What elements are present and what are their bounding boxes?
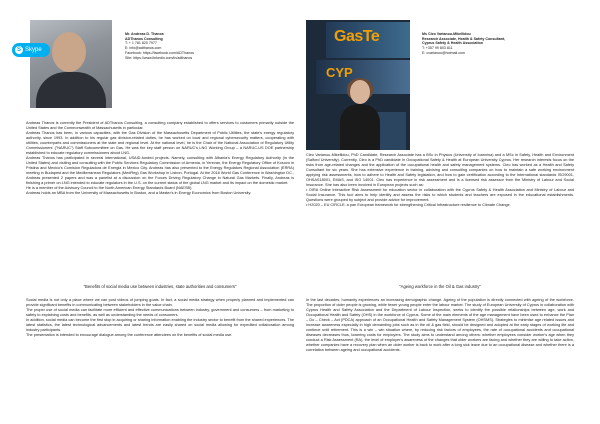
bio-paragraph: He is a member of the Advisory Council to the North American Energy Standards Board (NAESB). [26, 186, 193, 190]
contact-block-right [422, 32, 582, 56]
talk-abstract-right [306, 298, 574, 353]
contact-tel[interactable]: T: +357 99 803 811 [422, 46, 453, 51]
speaker-photo-right [306, 20, 410, 150]
contact-name: Ms Cleo Varianou-Mikellidou [422, 32, 471, 36]
talk-paragraph: The presentation is intended to encourage dialogue among the conference attendees on the benefits of social media use. [26, 333, 233, 337]
contact-site[interactable]: Site: https://www.linkedin.com/in/adthanos [125, 55, 193, 60]
bio-paragraph: Andreas Thanos has been, in various capacities, with the Gas Division of the Massachusetts Department of Public Utilities, the state's energy regulatory authority, since 1993. In addition to his regular gas division-related duties, he has worked on local and regional cybersecurity matters, cooperating with utilities, counterparts and commissioners at the state and regional level. At the national level, he is the Chair of the National Association of Regulatory Utility Commissioners' ("NARUC") Staff Subcommittee on Gas. He was the key staff person on NARUC's LNG Working Group – a NARUC-US DOE partnership established to educate regulatory commissioners about LNG. [26, 131, 294, 155]
skype-badge[interactable] [12, 43, 50, 57]
contact-role: Research Associate, Health & Safety Consultant, [422, 36, 506, 41]
talk-abstract-left [26, 298, 294, 338]
speaker-figure [340, 80, 380, 150]
talk-paragraph: In addition, social media can become the first stop in acquiring or sharing information enabling the industry sector to benefit from the shared experiences. The latest statistics, the latest technological advancements and latest trends are easily shared on social media allowing for expedited collaboration among industry participants. [26, 318, 294, 332]
banner-text-gas: GasTe [334, 28, 380, 45]
contact-tel[interactable]: T: + 1 781 820 7977 [125, 41, 157, 46]
contact-facebook[interactable]: Facebook: https://facebook.com/ADThanos [125, 50, 194, 55]
contact-name: Mr. Andreas D. Thanos [125, 32, 164, 36]
bio-paragraph: Andreas Thanos is currently the President of ADThanos Consulting, a consulting company established to offers services to customers primarily outside the United States and the Commonwealth of Massachusetts in particular. [26, 121, 294, 130]
bio-paragraph: Cleo Varianou-Mikellidou, PhD Candidate, Research Associate has a BSc in Physics (University of Ioannina) and a MSc in Safety, Health and Environment (Salford University). Currently, Cleo is a PhD candidate in Occupational Safety & Health at European University Cyprus. Her research interests focus on the risks from age-related changes and the application of the occupational health and safety management systems. Cleo has worked as a Health and Safety Consultant for six years. She has extensive experience in training, advising and consulting companies on how to maintain a safe working environment applying risk assessments, how to adhere to Health and Safety legislation, and how to gain certification according to the International standards ISO9001, OHSAS18001, EMAS, and ISO 14001. Cleo has experience in risk assessment and is a licensed risk assessor from the Ministry of Labour and Social Insurance. She has also been involved in European projects such as: [306, 153, 574, 187]
bio-paragraph: • H2020 – EU CIRCLE: a pan European framework for strengthening Critical Infrastructure resilience to Climate Change. [306, 203, 511, 207]
banner-text-cyp: CYP [326, 65, 353, 80]
photo-head [52, 32, 86, 72]
contact-block-left [125, 32, 285, 60]
photo-body [36, 72, 106, 108]
skype-label: Skype [25, 47, 42, 53]
contact-email[interactable]: E: cvarianou@hotmail.com [422, 50, 465, 55]
talk-title-left: "Benefits of social media use between industries, state authorities and consumers" [83, 284, 237, 289]
bio-left [26, 121, 294, 196]
talk-paragraph: Social media is not only a place where we can post videos of jumping goats. In fact, a social media strategy when properly planned and implemented can provide significant benefits in communicating between stakeholders in the value chain. [26, 298, 294, 307]
talk-paragraph: The proper use of social media can facilitate more efficient and effective communications between industry, government and consumers – from marketing to safety to explaining costs and benefits, as well as understanding the needs of consumers. [26, 308, 294, 317]
bio-paragraph: • OIRA Online Interactive Risk Assessment for education sector in collaboration with the Cyprus Safety & Health Association and Ministry of Labour and Social Insurance. This tool aims to help identify and assess the risks to which students and teachers are exposed in the educational establishments. Questions were grouped by subject and provide advice for improvement. [306, 188, 574, 202]
bio-paragraph: Andreas holds an MBA from the University of Massachusetts in Boston, and a Master's in Energy Economics from Boston University. [26, 191, 252, 195]
contact-company: ADThanos Consulting [125, 36, 163, 41]
bio-right [306, 153, 574, 208]
podium [376, 112, 406, 150]
contact-email[interactable]: E: info@adthanos.com [125, 46, 162, 51]
talk-paragraph: In the last decades, humanity experiences an increasing demographic change. Ageing of the population is directly connected with ageing of the workforce. The proportion of older people is growing, while fewer young people enter the labour market. The study of European University of Cyprus in collaboration with Cyprus Health and Safety Association and the Department of Labour Inspection, seeks to identify the possible relationships between age, work and Occupational Health and Safety (OHS) in the workforce of Cyprus. Some of the main elements of the age management have been used to enhance the Plan – Do – Check – Act (PDCA) approach of an Occupational Health and Safety Management System (OHSMS). Strategies to minimise age related issues and increase awareness especially in high demanding jobs such as in the oil & gas field, should be designed and adopted at the early stages of working life and continue until retirement. This is a win – win situation where, by reducing risk factors of employees, the rate of occupational accidents and occupational diseases decreases thus, lowering costs for employers. The study aims to understand among others: whether employees consider worker's age when they conduct a Risk Assessment (RA), the level of employer's awareness of the changes that older workers are facing and whether they are willing to take action, whether companies have a recovery plan when an older worker is back to work after a long sick leave due to an occupational disease and whether there is a correlation between ageing and occupational accidents. [306, 298, 574, 352]
bio-paragraph: Andreas Thanos has participated in several international, USAID-funded projects. Namely, consulting with Albania's Energy Regulatory Authority (in the United States) and visiting and consulting with the Public Services Regulatory Commission of Armenia, in Yerevan, the Energy Regulatory Office of Kosovo in Pristina and Mexico's Comision Reguladora de Energia in Mexico City. Andreas has also presented to the Energy Regulators Regional Association (ERRA) meeting in Budapest and the Mediterranean Regulators (MedReg) Gas Workshop in Lisbon, Portugal. At the 2018 World Gas Conference in Washington DC., Andreas presented 2 papers and was a panelist at a discussion on the Forces Driving Regulatory Change in Natural Gas Markets. Finally, Andreas is finishing a primer on LNG intended to educate regulators in the U.S. on the current status of the global LNG market and its impact on the domestic market. [26, 156, 294, 185]
contact-company: Cyprus Safety & Health Association [422, 41, 483, 46]
talk-title-right: "Ageing workforce in the Oil & Gas industry" [399, 284, 481, 289]
speaker-photo-left [30, 20, 112, 108]
skype-icon: S [16, 47, 21, 53]
